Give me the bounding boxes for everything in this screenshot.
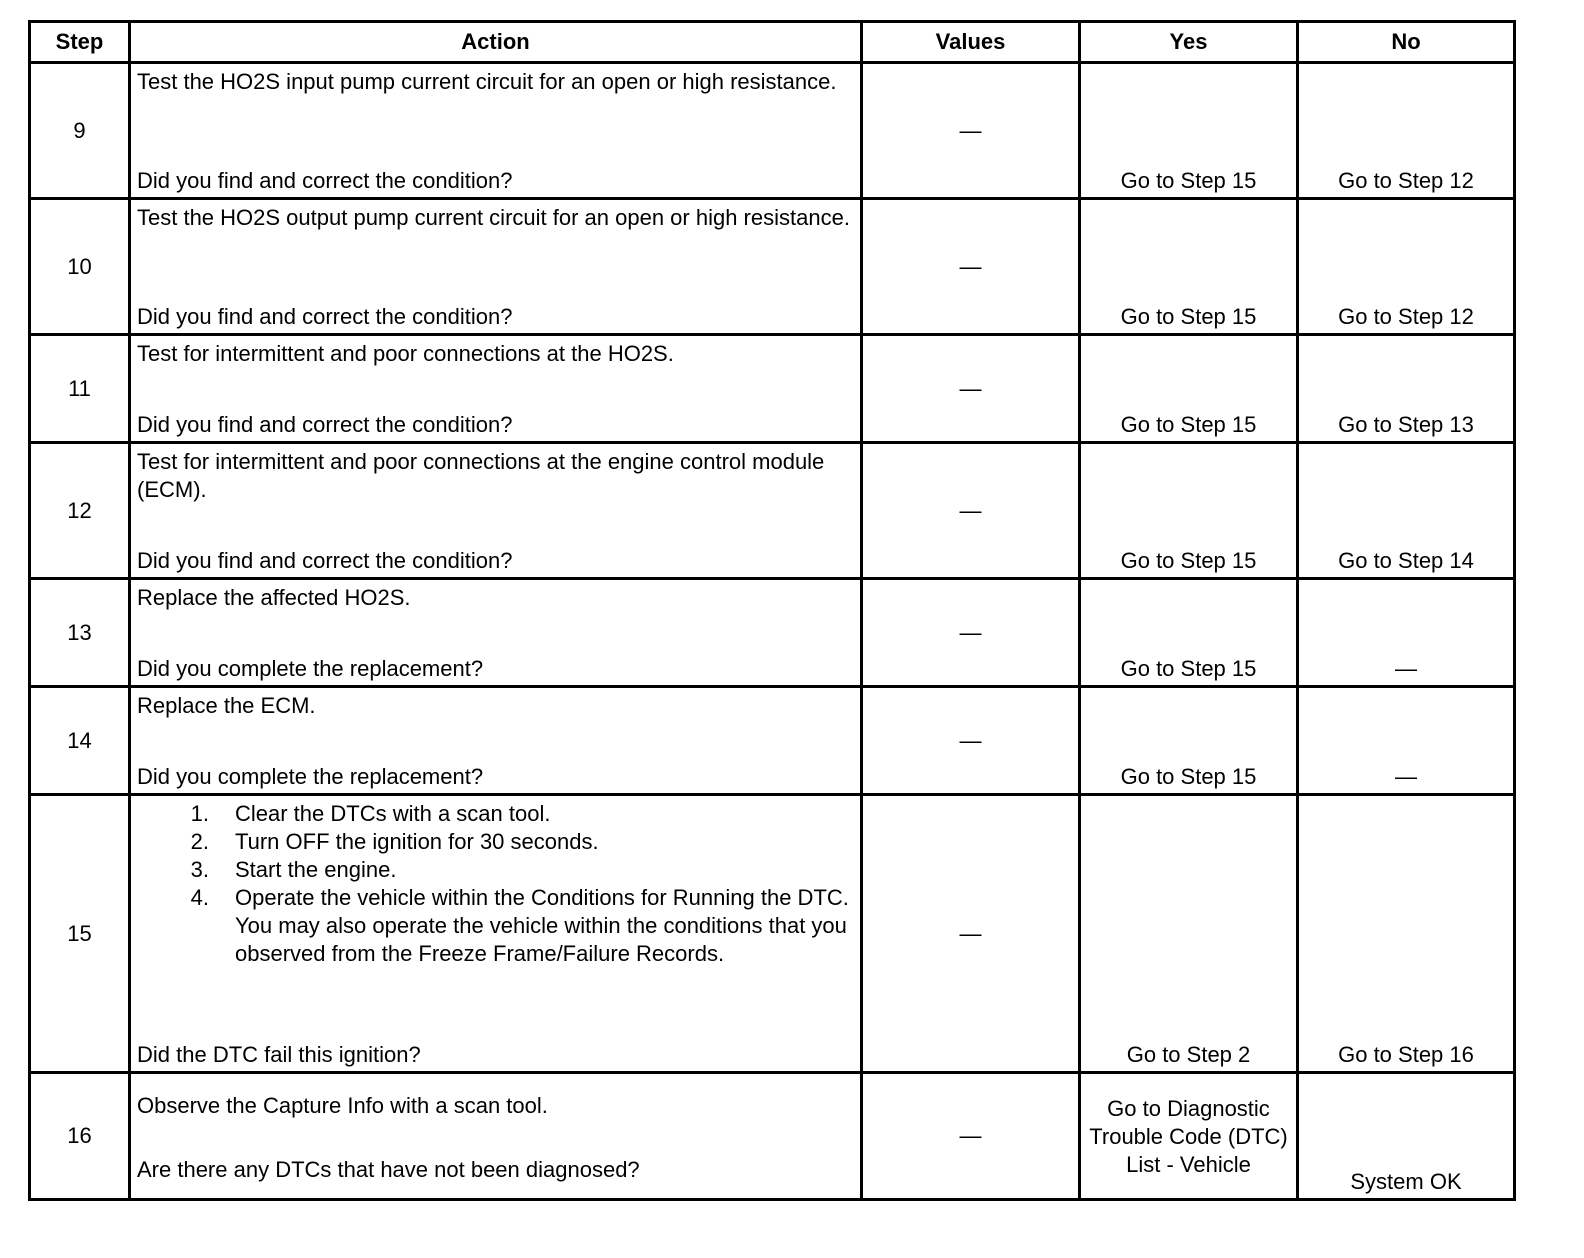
list-item xyxy=(137,856,854,884)
diagnostic-table xyxy=(28,20,1516,1201)
values-cell: — xyxy=(860,444,1078,577)
question-text: Did you find and correct the condition? xyxy=(137,304,513,329)
list-item xyxy=(137,884,854,968)
step-number: 11 xyxy=(68,375,91,401)
action-text: Test the HO2S input pump current circuit for an open or high resistance. xyxy=(137,69,837,94)
list-text: Turn OFF the ignition for 30 seconds. xyxy=(235,829,599,854)
table-row xyxy=(31,441,1513,577)
no-cell: Go to Step 14 xyxy=(1296,444,1513,577)
yes-cell: Go to Step 15 xyxy=(1078,580,1296,685)
no-cell: — xyxy=(1296,580,1513,685)
steps-list xyxy=(137,800,854,968)
values-cell: — xyxy=(860,200,1078,333)
action-cell xyxy=(128,64,860,197)
table-row xyxy=(31,1071,1513,1198)
step-number: 13 xyxy=(67,619,92,645)
yes-cell: Go to Step 15 xyxy=(1078,64,1296,197)
yes-cell: Go to Step 15 xyxy=(1078,444,1296,577)
yes-cell: Go to Step 15 xyxy=(1078,336,1296,441)
values-cell: — xyxy=(860,688,1078,793)
header-no: No xyxy=(1296,23,1513,61)
table-row xyxy=(31,685,1513,793)
yes-cell: Go to Step 15 xyxy=(1078,688,1296,793)
action-text: Replace the affected HO2S. xyxy=(137,585,411,610)
question-text: Did you find and correct the condition? xyxy=(137,168,513,193)
values-cell: — xyxy=(860,580,1078,685)
question-text: Did the DTC fail this ignition? xyxy=(137,1042,421,1067)
values-cell: — xyxy=(860,796,1078,1071)
values-cell: — xyxy=(860,1074,1078,1198)
header-yes: Yes xyxy=(1078,23,1296,61)
action-cell xyxy=(128,200,860,333)
table-body xyxy=(31,61,1513,1198)
action-cell xyxy=(128,336,860,441)
list-item xyxy=(137,828,854,856)
list-number: 3. xyxy=(190,857,209,882)
values-cell: — xyxy=(860,64,1078,197)
action-cell xyxy=(128,1074,860,1198)
step-number: 9 xyxy=(73,117,86,143)
action-text: Test the HO2S output pump current circuit for an open or high resistance. xyxy=(137,205,850,230)
table-row xyxy=(31,793,1513,1071)
action-cell xyxy=(128,796,860,1071)
step-number: 12 xyxy=(67,497,92,523)
no-cell: System OK xyxy=(1296,1074,1513,1198)
question-text: Did you find and correct the condition? xyxy=(137,548,513,573)
action-text: Observe the Capture Info with a scan tool. xyxy=(137,1093,548,1118)
step-number: 15 xyxy=(67,920,92,946)
list-item xyxy=(137,800,854,828)
action-cell xyxy=(128,580,860,685)
step-number: 16 xyxy=(67,1123,92,1148)
list-number: 1. xyxy=(190,801,209,826)
question-text: Did you complete the replacement? xyxy=(137,764,484,789)
no-cell: Go to Step 13 xyxy=(1296,336,1513,441)
no-cell: Go to Step 12 xyxy=(1296,200,1513,333)
header-row xyxy=(31,23,1513,61)
yes-cell: Go to Step 2 xyxy=(1078,796,1296,1071)
question-text: Did you complete the replacement? xyxy=(137,656,484,681)
header-action: Action xyxy=(128,23,860,61)
action-text: Replace the ECM. xyxy=(137,693,316,718)
no-cell: — xyxy=(1296,688,1513,793)
question-text: Are there any DTCs that have not been diagnosed? xyxy=(137,1157,640,1182)
table-row xyxy=(31,333,1513,441)
header-step: Step xyxy=(55,29,104,54)
list-number: 4. xyxy=(190,885,209,910)
step-number: 10 xyxy=(67,253,92,279)
list-text: Clear the DTCs with a scan tool. xyxy=(235,801,551,826)
question-text: Did you find and correct the condition? xyxy=(137,412,513,437)
step-number: 14 xyxy=(67,727,92,753)
header-values: Values xyxy=(860,23,1078,61)
table-row xyxy=(31,197,1513,333)
list-number: 2. xyxy=(190,829,209,854)
list-text: Operate the vehicle within the Conditions for Running the DTC. You may also operate the vehicle within the conditions that you observed from the Freeze Frame/Failure Records. xyxy=(235,885,849,966)
action-cell xyxy=(128,444,860,577)
yes-cell: Go to Step 15 xyxy=(1078,200,1296,333)
values-cell: — xyxy=(860,336,1078,441)
table-row xyxy=(31,577,1513,685)
action-text: Test for intermittent and poor connections at the engine control module (ECM). xyxy=(137,449,825,502)
list-text: Start the engine. xyxy=(235,857,397,882)
action-cell xyxy=(128,688,860,793)
yes-cell: Go to Diagnostic Trouble Code (DTC) List - Vehicle xyxy=(1078,1074,1296,1198)
action-text: Test for intermittent and poor connections at the HO2S. xyxy=(137,341,674,366)
table-row xyxy=(31,61,1513,197)
no-cell: Go to Step 12 xyxy=(1296,64,1513,197)
no-cell: Go to Step 16 xyxy=(1296,796,1513,1071)
